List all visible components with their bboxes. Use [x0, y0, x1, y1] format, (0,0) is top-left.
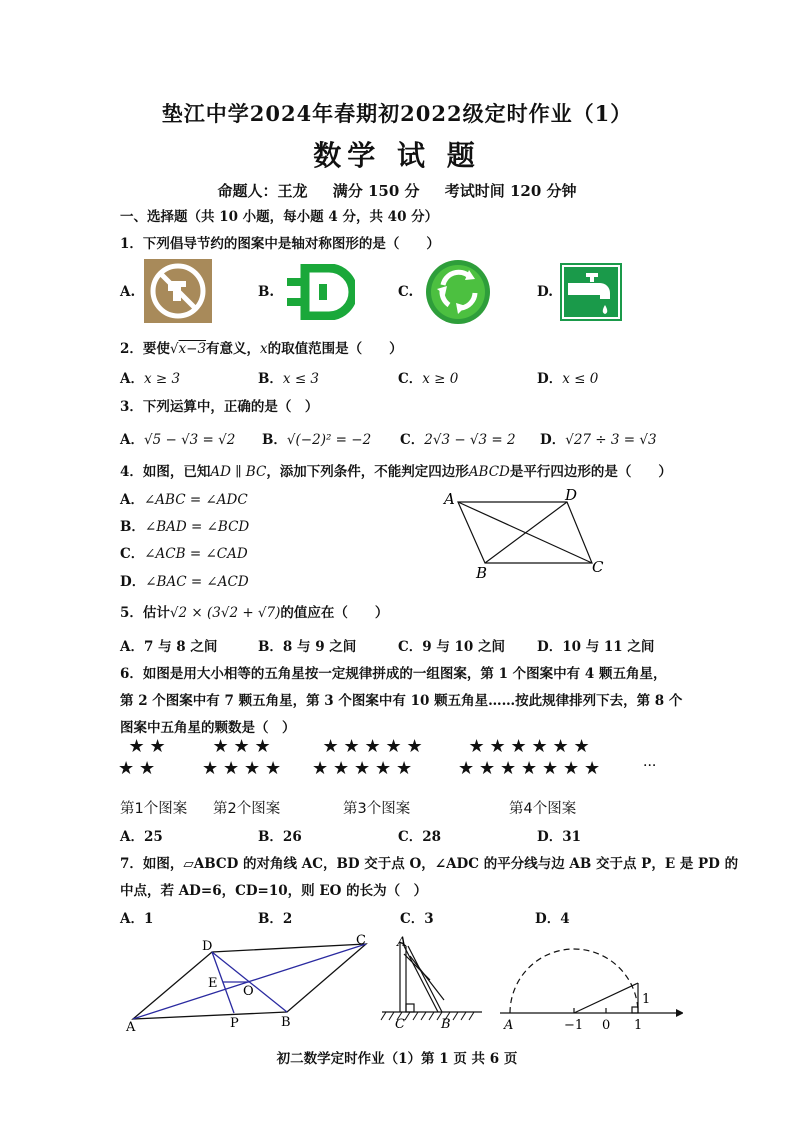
- question-6-line-3: 图案中五角星的颗数是（ ）: [120, 720, 296, 736]
- numline-label-1: 1: [634, 1018, 643, 1033]
- q2-option-c[interactable]: C．x ≥ 0: [398, 371, 459, 387]
- star-icon: ★: [233, 738, 250, 757]
- star-icon: ★: [563, 758, 580, 779]
- exam-subtitle: 数学 试 题: [313, 139, 481, 172]
- exam-meta: [0, 180, 794, 201]
- q7-option-c[interactable]: C．3: [400, 911, 434, 927]
- star-icon: ★: [500, 758, 517, 779]
- star-icon: ★: [212, 738, 229, 757]
- q5-option-b[interactable]: B．8 与 9 之间: [258, 639, 357, 655]
- fig7-label-D: D: [202, 939, 213, 954]
- question-6-line-1: 6．如图是用大小相等的五角星按一定规律拼成的一组图案，第 1 个图案中有 4 颗五角星，: [120, 666, 667, 682]
- question-7-line-2: 中点，若 AD=6，CD=10，则 EO 的长为（ ）: [120, 883, 428, 899]
- q7-option-a[interactable]: A．1: [120, 911, 154, 927]
- question-2-stem: 2．要使√x−3有意义，x的取值范围是（ ）: [120, 341, 403, 357]
- question-1-stem: 1．下列倡导节约的图案中是轴对称图形的是（ ）: [120, 236, 440, 252]
- pattern-1-caption: 第1个图案: [120, 801, 188, 817]
- star-icon: ★: [202, 758, 219, 779]
- star-icon: ★: [531, 738, 548, 757]
- star-icon: ★: [584, 758, 601, 779]
- q1-option-d-label: D.: [537, 284, 553, 300]
- fig7-label-O: O: [243, 984, 254, 999]
- parallelogram-figure: [440, 486, 610, 581]
- q2-option-d[interactable]: D．x ≤ 0: [537, 371, 599, 387]
- exam-time: 考试时间 120 分钟: [444, 182, 577, 200]
- ladder-label-C: C: [395, 1017, 405, 1032]
- question-5-stem: 5．估计√2 × (3√2 + √7)的值应在（ ）: [120, 605, 389, 621]
- question-3-stem: 3．下列运算中，正确的是（ ）: [120, 399, 319, 415]
- star-icon: ★: [458, 758, 475, 779]
- star-icon: ★: [375, 758, 392, 779]
- q1-option-b-label: B.: [258, 284, 275, 300]
- q5-option-d[interactable]: D．10 与 11 之间: [537, 639, 655, 655]
- numline-label-neg1: −1: [564, 1018, 584, 1033]
- q3-option-b[interactable]: B．√(−2)² = −2: [262, 432, 372, 448]
- star-icon: ★: [364, 738, 381, 757]
- pattern-3-caption: 第3个图案: [343, 801, 411, 817]
- star-icon: ★: [510, 738, 527, 757]
- ladder-label-B: B: [441, 1017, 451, 1032]
- fig7-label-A: A: [126, 1020, 136, 1034]
- star-icon: ★: [573, 738, 590, 757]
- star-icon: ★: [223, 758, 240, 779]
- author: 命题人：王龙: [217, 182, 308, 200]
- pattern-4-caption: 第4个图案: [509, 801, 577, 817]
- label-A: A: [444, 490, 455, 508]
- page-footer: 初二数学定时作业（1）第 1 页 共 6 页: [276, 1051, 518, 1067]
- q2-option-b[interactable]: B．x ≤ 3: [258, 371, 320, 387]
- star-icon: ★: [244, 758, 261, 779]
- fig7-label-C: C: [356, 933, 366, 948]
- q6-option-a[interactable]: A．25: [120, 829, 163, 845]
- q3-option-d[interactable]: D．√27 ÷ 3 = √3: [540, 432, 657, 448]
- q5-option-a[interactable]: A．7 与 8 之间: [120, 639, 218, 655]
- star-icon: ★: [118, 758, 135, 779]
- q6-option-d[interactable]: D．31: [537, 829, 582, 845]
- section-heading: 一、选择题（共 10 小题，每小题 4 分，共 40 分）: [120, 209, 439, 225]
- q4-option-c[interactable]: C．∠ACB = ∠CAD: [120, 546, 248, 562]
- fig7-label-P: P: [230, 1016, 239, 1031]
- star-icon: ★: [542, 758, 559, 779]
- numline-label-0: 0: [602, 1018, 611, 1033]
- q7-parallelogram-figure: [122, 932, 382, 1034]
- star-icon: ★: [322, 738, 339, 757]
- sqrt-expression: √x−3: [169, 341, 207, 357]
- star-icon: ★: [385, 738, 402, 757]
- star-icon: ★: [396, 758, 413, 779]
- full-score: 满分 150 分: [332, 182, 420, 200]
- label-B: B: [476, 564, 488, 581]
- recycle-icon: [425, 259, 491, 325]
- q2-option-a[interactable]: A．x ≥ 3: [120, 371, 181, 387]
- q3-option-c[interactable]: C．2√3 − √3 = 2: [400, 432, 516, 448]
- star-icon: ★: [521, 758, 538, 779]
- plug-icon: [285, 264, 355, 320]
- star-icon: ★: [128, 738, 145, 757]
- q1-option-a-label: A.: [120, 284, 136, 300]
- star-icon: ★: [139, 758, 156, 779]
- q4-option-a[interactable]: A．∠ABC = ∠ADC: [120, 492, 248, 508]
- label-D: D: [565, 486, 578, 504]
- q6-option-c[interactable]: C．28: [398, 829, 442, 845]
- star-icon: ★: [333, 758, 350, 779]
- numline-label-A: A: [504, 1018, 514, 1033]
- star-icon: ★: [406, 738, 423, 757]
- ladder-label-A: A: [397, 935, 407, 950]
- q3-option-a[interactable]: A．√5 − √3 = √2: [120, 432, 236, 448]
- star-icon: ★: [265, 758, 282, 779]
- exam-title: 垫江中学2024年春期初2022级定时作业（1）: [161, 101, 633, 126]
- question-4-stem: 4．如图，已知AD ∥ BC，添加下列条件，不能判定四边形ABCD是平行四边形的是（ ）: [120, 464, 672, 480]
- star-icon: ★: [343, 738, 360, 757]
- q4-option-b[interactable]: B．∠BAD = ∠BCD: [120, 519, 250, 535]
- star-icon: ★: [489, 738, 506, 757]
- star-patterns: [118, 738, 668, 790]
- star-icon: ★: [354, 758, 371, 779]
- q7-option-b[interactable]: B．2: [258, 911, 293, 927]
- star-icon: ★: [254, 738, 271, 757]
- q6-option-b[interactable]: B．26: [258, 829, 302, 845]
- no-hand-icon: [144, 259, 212, 323]
- star-icon: ★: [552, 738, 569, 757]
- fig7-label-B: B: [281, 1015, 291, 1030]
- pattern-ellipsis: ···: [643, 758, 657, 774]
- fig7-label-E: E: [208, 976, 218, 991]
- question-6-line-2: 第 2 个图案中有 7 颗五角星，第 3 个图案中有 10 颗五角星……按此规律排列下去，第 8 个: [120, 693, 683, 709]
- ladder-figure: [378, 932, 488, 1034]
- pattern-2-caption: 第2个图案: [213, 801, 281, 817]
- number-line-figure: [498, 932, 683, 1034]
- label-C: C: [592, 558, 604, 576]
- star-icon: ★: [149, 738, 166, 757]
- q4-option-d[interactable]: D．∠BAC = ∠ACD: [120, 574, 249, 590]
- star-icon: ★: [479, 758, 496, 779]
- numline-height-label: 1: [642, 992, 651, 1007]
- q1-option-c-label: C.: [398, 284, 414, 300]
- star-icon: ★: [468, 738, 485, 757]
- question-7-line-1: 7．如图，▱ABCD 的对角线 AC，BD 交于点 O，∠ADC 的平分线与边 AB 交于点 P，E 是 PD 的: [120, 856, 739, 872]
- faucet-icon: [560, 263, 622, 321]
- star-icon: ★: [312, 758, 329, 779]
- q7-option-d[interactable]: D．4: [535, 911, 570, 927]
- q5-option-c[interactable]: C．9 与 10 之间: [398, 639, 506, 655]
